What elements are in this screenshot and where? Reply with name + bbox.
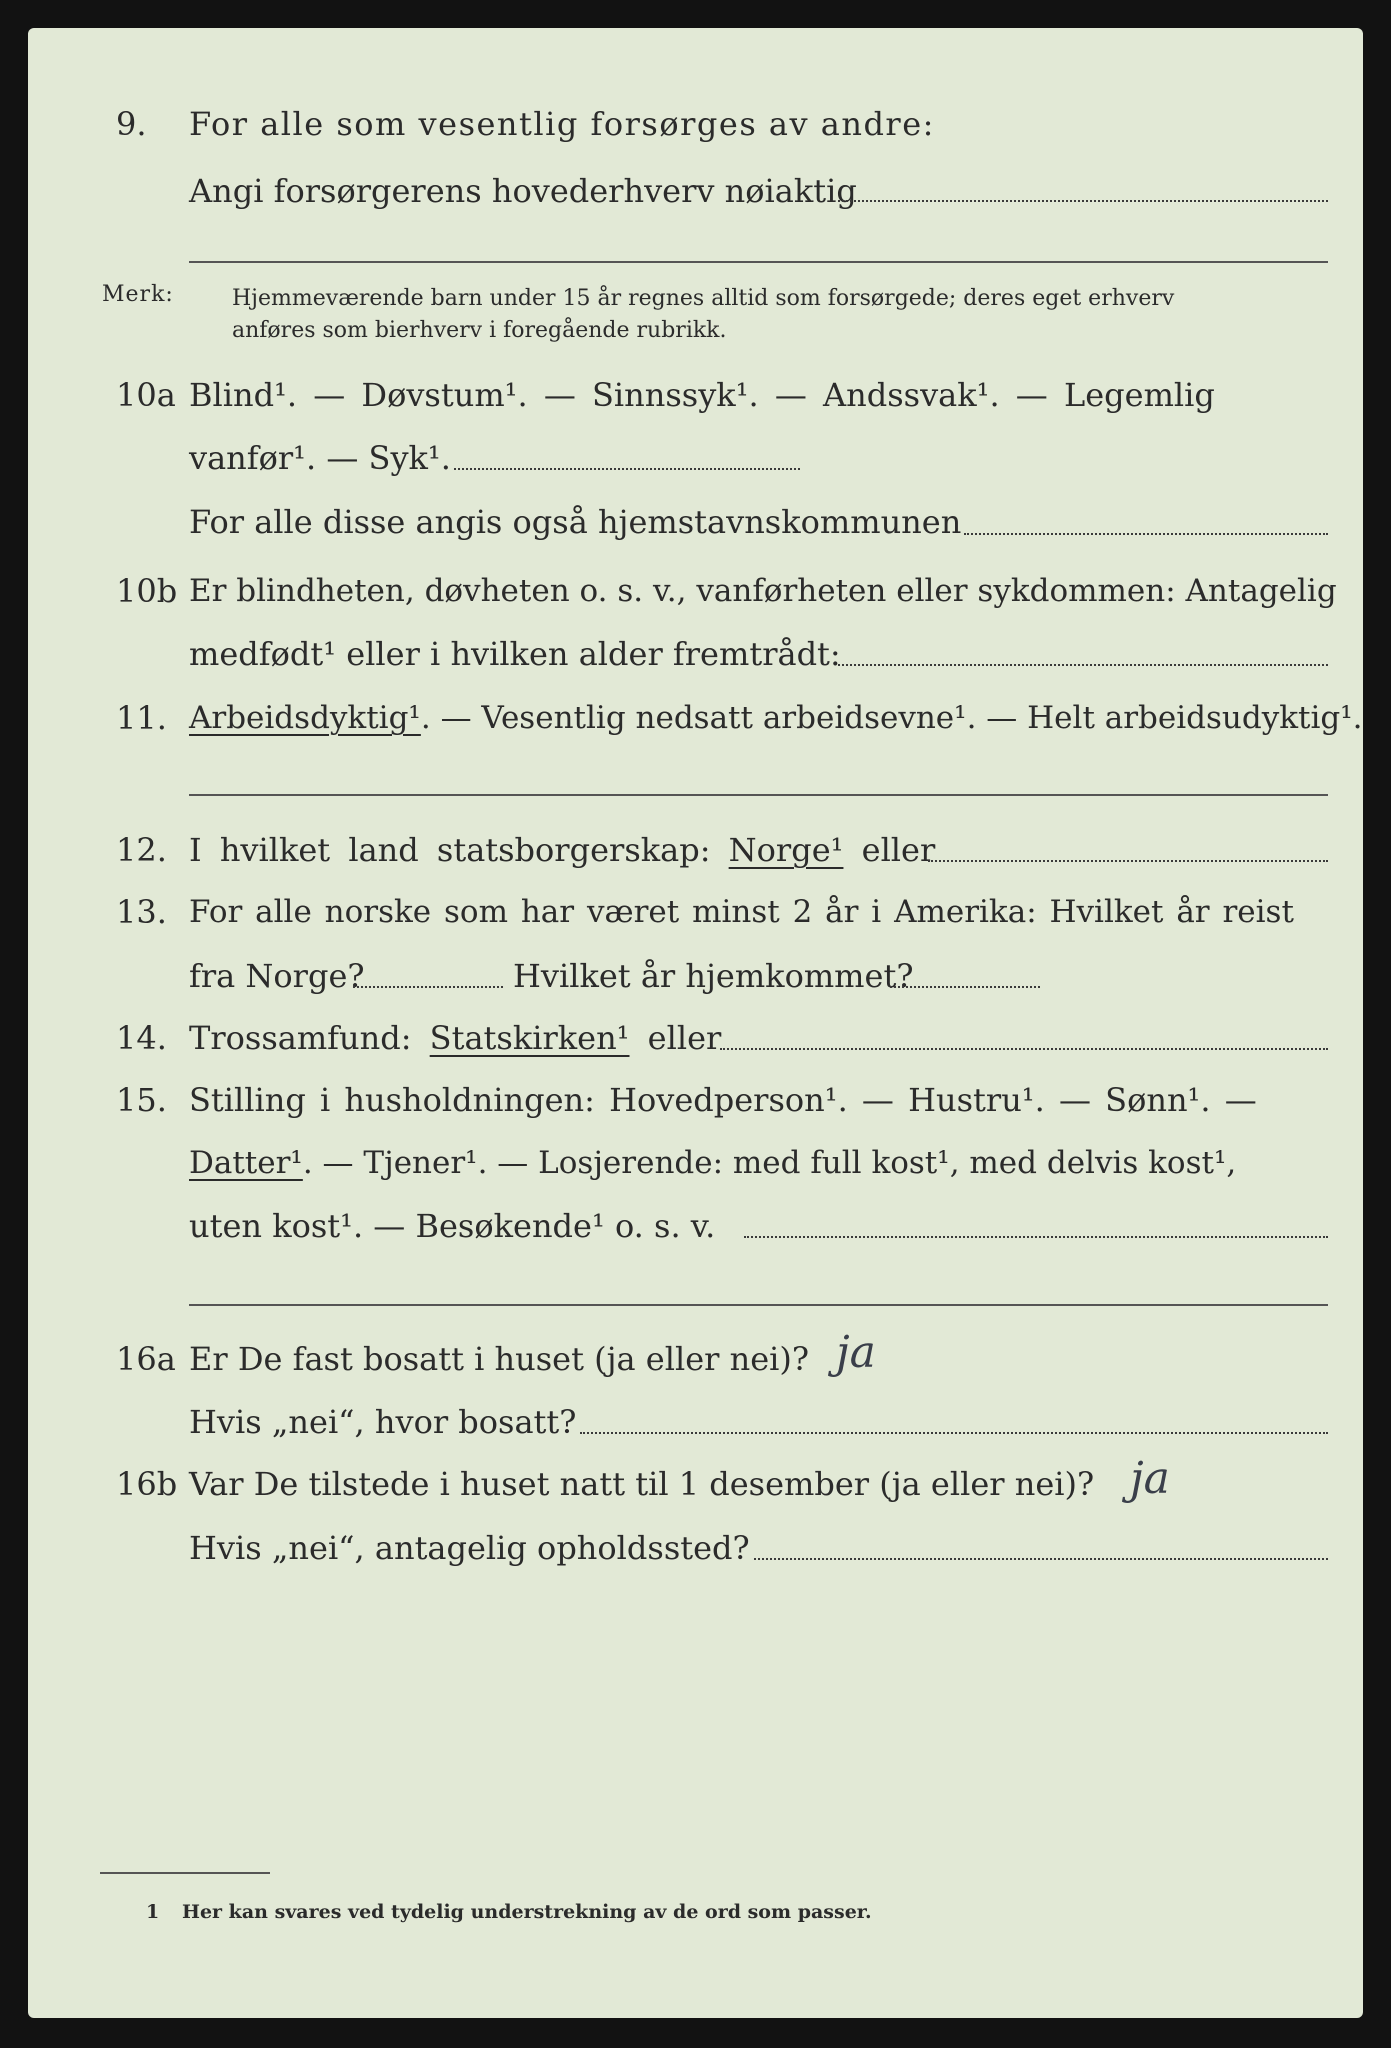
q9-number: 9.	[116, 105, 147, 143]
q12-pre: I hvilket land statsborgerskap:	[189, 831, 711, 869]
q15-line3: uten kost¹. — Besøkende¹ o. s. v.	[189, 1207, 716, 1245]
q16b-answer-line	[754, 1558, 1328, 1560]
q10a-line1: Blind¹. — Døvstum¹. — Sinnssyk¹. — Andssvak¹. — Legemlig	[189, 376, 1215, 414]
footnote-mark: 1	[146, 1901, 160, 1923]
q13-line1: For alle norske som har været minst 2 år i Amerika: Hvilket år reist	[189, 894, 1294, 930]
q13-number: 13.	[116, 893, 167, 931]
q16b-number: 16b	[116, 1465, 178, 1503]
q14-answer-line	[720, 1048, 1328, 1050]
merk-line2: anføres som bierhverv i foregående rubrikk.	[232, 318, 727, 343]
q9-line1: For alle som vesentlig forsørges av andre:	[189, 105, 935, 143]
q11-underlined-answer: Arbeidsdyktig¹	[189, 700, 421, 736]
q14-text	[189, 1018, 721, 1058]
q15-line2	[189, 1143, 1236, 1183]
q12-post: eller	[861, 831, 936, 869]
q10b-number: 10b	[116, 572, 178, 610]
q16b-handwritten-answer: ja	[1130, 1453, 1170, 1504]
q10a-kommune-line	[964, 533, 1328, 535]
q14-post: eller	[647, 1019, 722, 1057]
q14-underlined-answer: Statskirken¹	[429, 1019, 630, 1057]
q11-number: 11.	[116, 699, 167, 737]
footnote-text: Her kan svares ved tydelig understrekning av de ord som passer.	[182, 1901, 872, 1923]
q12-number: 12.	[116, 831, 167, 869]
merk-line1: Hjemmeværende barn under 15 år regnes alltid som forsørgede; deres eget erhverv	[232, 286, 1175, 311]
q12-underlined-answer: Norge¹	[728, 831, 844, 869]
q15-line1: Stilling i husholdningen: Hovedperson¹. — Hustru¹. — Sønn¹. —	[189, 1081, 1257, 1119]
merk-label: Merk:	[102, 282, 174, 307]
form-page	[28, 28, 1363, 2018]
q10a-number: 10a	[116, 376, 176, 414]
q10a-line3: For alle disse angis også hjemstavnskommunen	[189, 503, 962, 541]
q13-hjemkommet-line	[890, 986, 1040, 988]
q14-number: 14.	[116, 1019, 167, 1057]
q16b-line1: Var De tilstede i huset natt til 1 desember (ja eller nei)?	[189, 1465, 1095, 1503]
q10b-line1: Er blindheten, døvheten o. s. v., vanførheten eller sykdommen: Antagelig	[189, 573, 1337, 609]
q15-underlined-answer: Datter¹	[189, 1145, 303, 1181]
q15-answer-line	[744, 1236, 1328, 1238]
q12-text	[189, 830, 935, 870]
q9-separator	[189, 261, 1328, 263]
q15-line2-rest: . — Tjener¹. — Losjerende: med full kost¹, med delvis kost¹,	[302, 1145, 1237, 1181]
q14-pre: Trossamfund:	[189, 1019, 412, 1057]
q16a-number: 16a	[116, 1340, 176, 1378]
q12-answer-line	[928, 860, 1328, 862]
q9-answer-line	[838, 200, 1328, 202]
q13-reist-line	[353, 986, 503, 988]
q10b-answer-line	[838, 664, 1328, 666]
q11-rest: . — Vesentlig nedsatt arbeidsevne¹. — Helt arbeidsudyktig¹.	[420, 700, 1363, 736]
q9-line2: Angi forsørgerens hovederhverv nøiaktig	[189, 172, 857, 210]
q10b-line2: medfødt¹ eller i hvilken alder fremtrådt:	[189, 635, 841, 673]
q15-separator	[189, 1304, 1328, 1306]
q10a-answer-line	[454, 468, 800, 470]
q16b-line2: Hvis „nei“, antagelig opholdssted?	[189, 1529, 750, 1567]
q10a-line2: vanfør¹. — Syk¹.	[189, 439, 451, 477]
q16a-handwritten-answer: ja	[836, 1327, 876, 1378]
q13-line2b: Hvilket år hjemkommet?	[513, 957, 914, 995]
q13-line2a: fra Norge?	[189, 957, 365, 995]
q15-number: 15.	[116, 1081, 167, 1119]
q11-separator	[189, 794, 1328, 796]
q16a-line2: Hvis „nei“, hvor bosatt?	[189, 1403, 577, 1441]
q16a-answer-line	[580, 1432, 1328, 1434]
q16a-line1: Er De fast bosatt i huset (ja eller nei)?	[189, 1340, 810, 1378]
footnote-rule	[100, 1872, 270, 1874]
q11-text	[189, 698, 1363, 738]
